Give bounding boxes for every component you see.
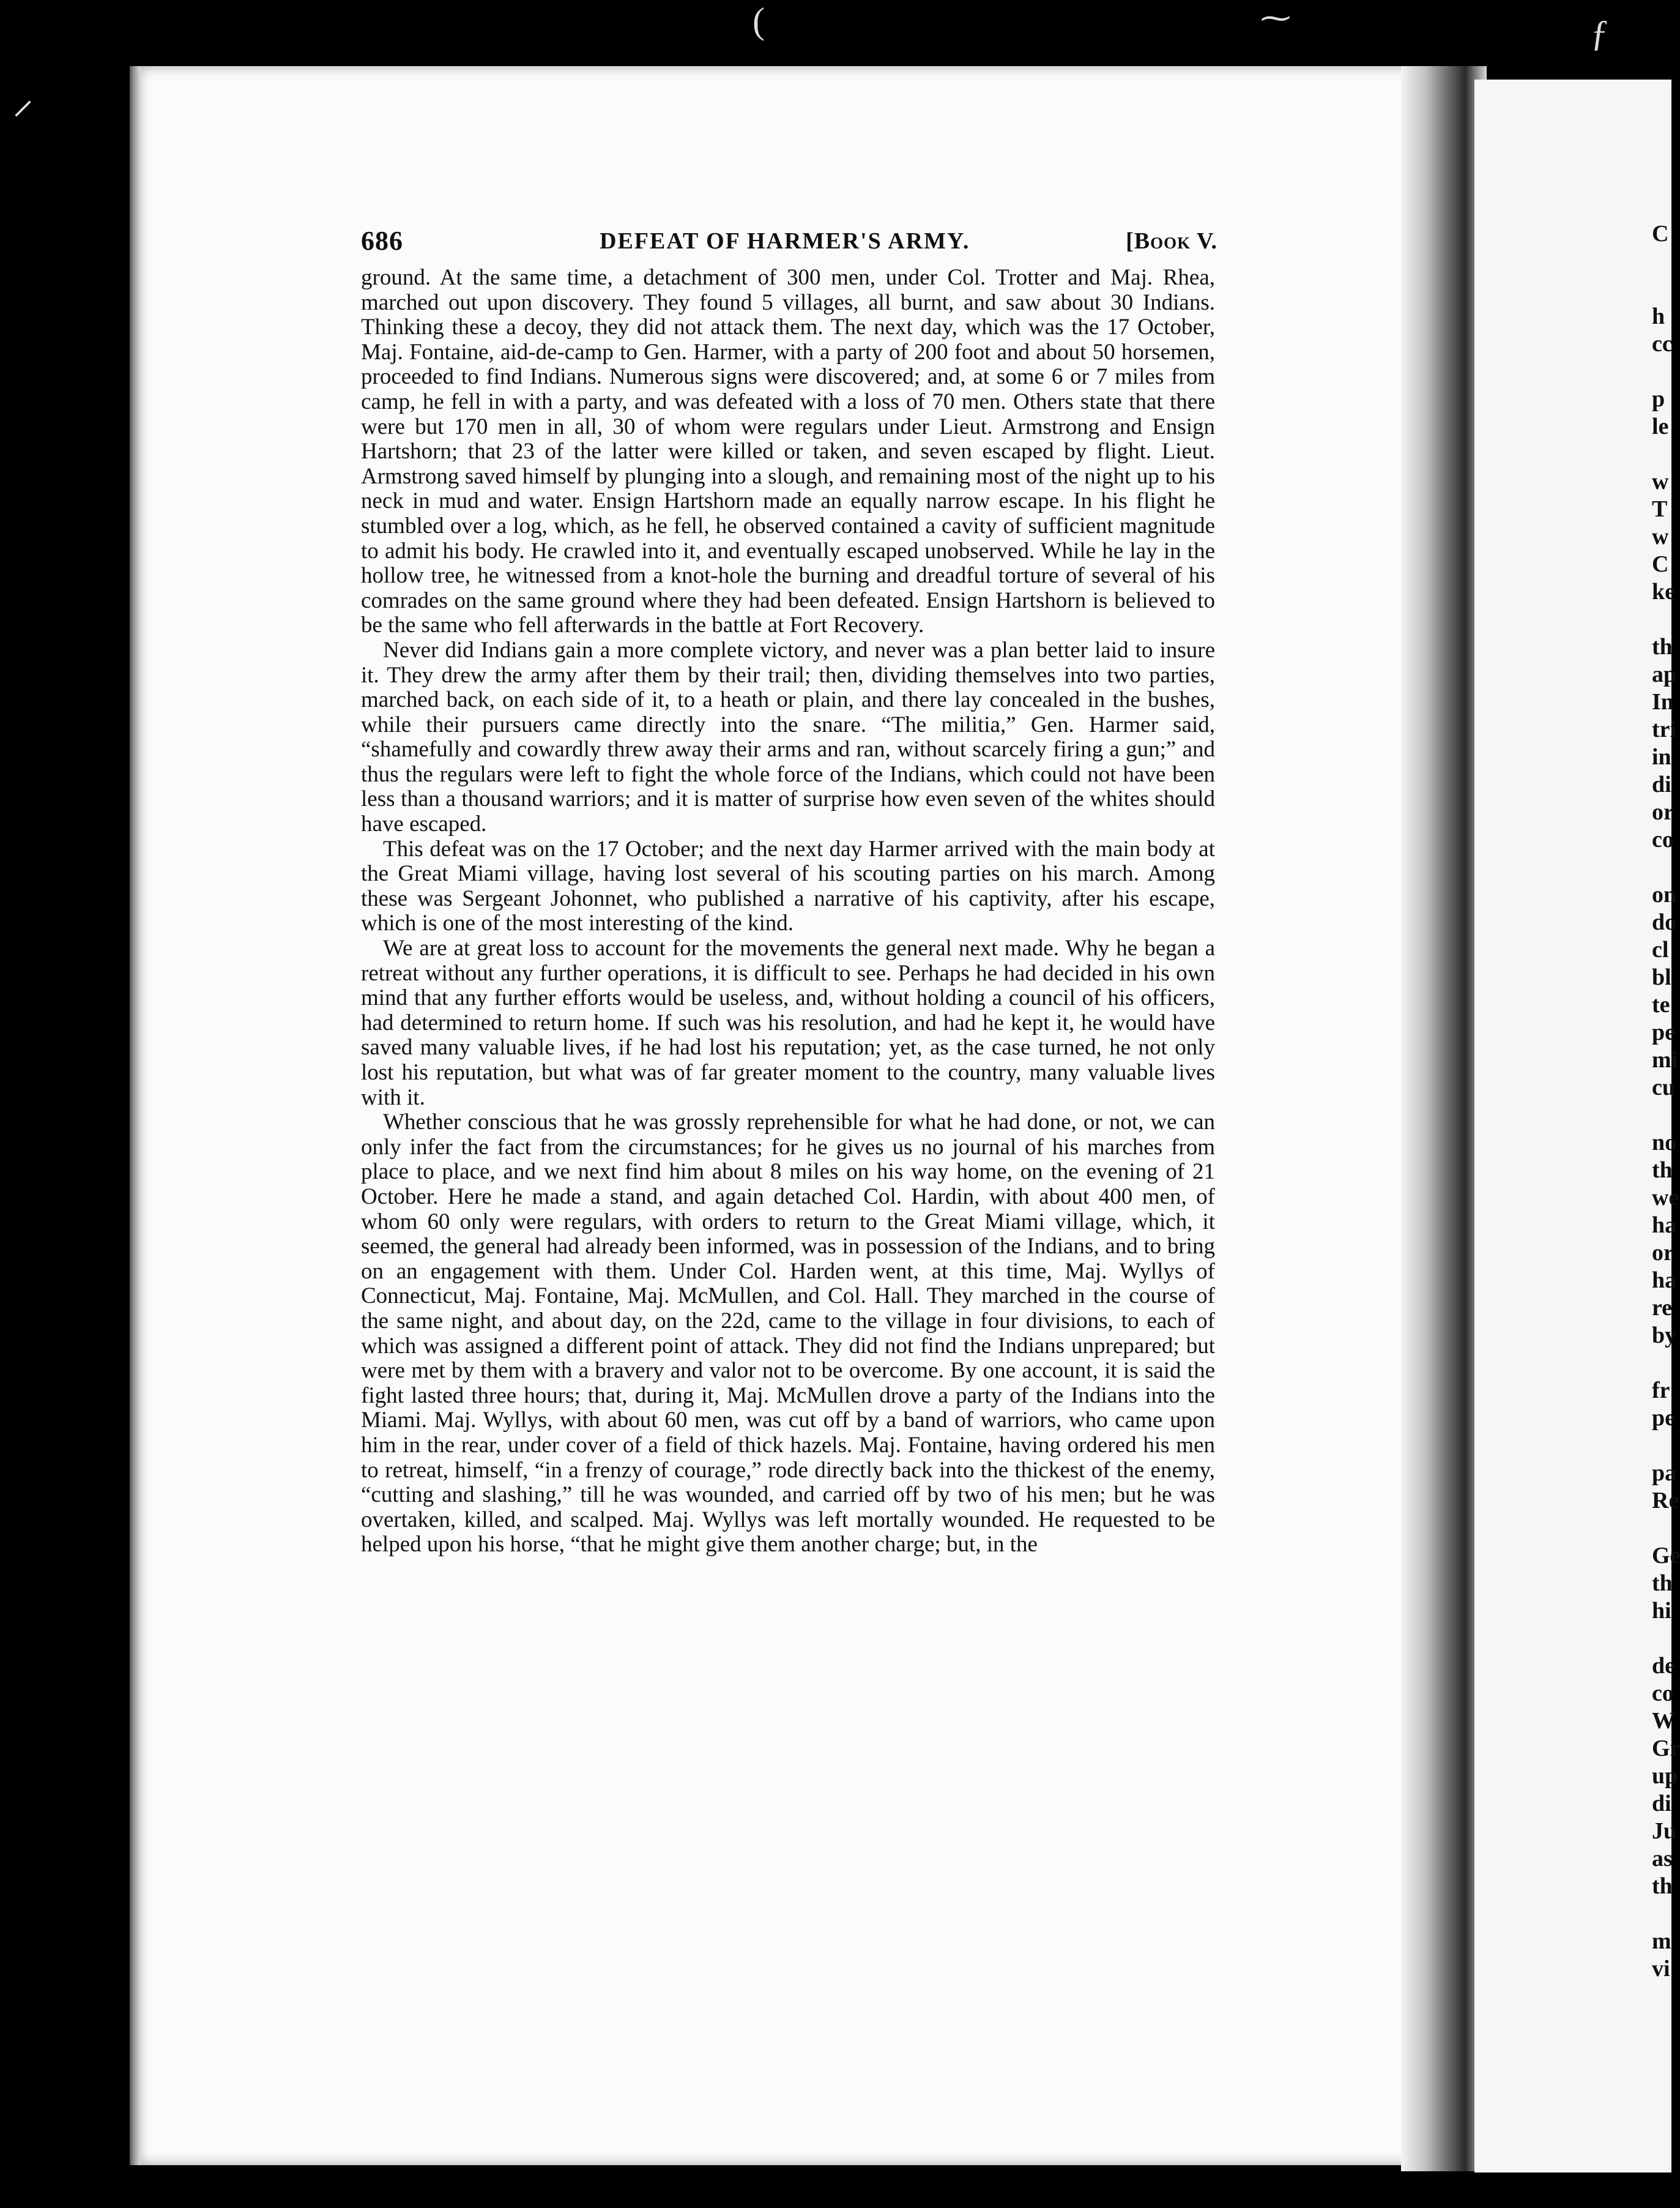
facing-page-text: C h cc p le w T w C ke th ap In tri in di or co on do cl bl te pe mi cu no th we ha or ha re by fr pe pa Re Ge th hi de co W Gr up di Ju as th m vi [1652, 221, 1680, 1982]
paragraph: Never did Indians gain a more complete victory, and never was a plan better laid to insure it. They drew the army after them by their trail; then, dividing themselves into two parties, marched back, on each side of it, to a heath or plain, and there lay concealed in the bushes, while their pursuers came directly into the snare. “The militia,” Gen. Harmer said, “shamefully and cowardly threw away their arms and ran, without scarcely firing a gun;” and thus the regulars were left to fight the whole force of the Indians, which could not have been less than a thousand warriors; and it is matter of surprise how even seven of the whites should have escaped. [361, 637, 1215, 837]
stray-mark: ( [753, 1, 765, 41]
stray-mark: ⸝ [12, 76, 34, 123]
body-text [361, 266, 1215, 1557]
paragraph: ground. At the same time, a detachment of 300 men, under Col. Trotter and Maj. Rhea, marched out upon discovery. They found 5 villages, all burnt, and saw about 30 Indians. Thinking these a decoy, they did not attack them. The next day, which was the 17 October, Maj. Fontaine, aid-de-camp to Gen. Harmer, with a party of 200 foot and about 50 horsemen, proceeded to find Indians. Numerous signs were discovered; and, at some 6 or 7 miles from camp, he fell in with a party, and was defeated with a loss of 70 men. Others state that there were but 170 men in all, 30 of whom were regulars under Lieut. Armstrong and Ensign Hartshorn; that 23 of the latter were killed or taken, and seven escaped by flight. Lieut. Armstrong saved himself by plunging into a slough, and remaining most of the night up to his neck in mud and water. Ensign Hartshorn made an equally narrow escape. In his flight he stumbled over a log, which, as he fell, he observed contained a cavity of sufficient magnitude to admit his body. He crawled into it, and eventually escaped unobserved. While he lay in the hollow tree, he witnessed from a knot-hole the burning and dreadful torture of several of his comrades on the same ground where they had been defeated. Ensign Hartshorn is believed to be the same who fell afterwards in the battle at Fort Recovery. [361, 265, 1215, 638]
facing-page [1474, 80, 1680, 2173]
paragraph: Whether conscious that he was grossly reprehensible for what he had done, or not, we can only infer the fact from the circumstances; for he gives us no journal of his marches from place to place, and we next find him about 8 miles on his way home, on the evening of 21 October. Here he made a stand, and again detached Col. Hardin, with about 400 men, of whom 60 only were regulars, with orders to return to the Great Miami village, which, it seemed, the general had already been informed, was in possession of the Indians, and to bring on an engagement with them. Under Col. Harden went, at this time, Maj. Wyllys of Connecticut, Maj. Fontaine, Maj. McMullen, and Col. Hall. They marched in the course of the same night, and about day, on the 22d, came to the village in four divisions, to each of which was assigned a different point of attack. They did not find the Indians unprepared; but were met by them with a bravery and valor not to be overcome. By one account, it is said the fight lasted three hours; that, during it, Maj. McMullen drove a party of the Indians into the Miami. Maj. Wyllys, with about 60 men, was cut off by a band of warriors, who came upon him in the rear, under cover of a field of thick hazels. Maj. Fontaine, having ordered his men to retreat, himself, “in a frenzy of courage,” rode directly back into the thickest of the enemy, “cutting and slashing,” till he was wounded, and carried off by two of his men; but he was overtaken, killed, and scalped. Maj. Wyllys was left mortally wounded. He requested to be helped upon his horse, “that he might give them another charge; but, in the [361, 1110, 1215, 1557]
stray-mark: ⁓ [1260, 1, 1291, 35]
page-number: 686 [361, 226, 403, 256]
paragraph: We are at great loss to account for the movements the general next made. Why he began a retreat without any further operations, it is difficult to see. Perhaps he had decided in his own mind that any further efforts would be useless, and, without holding a council of his officers, had determined to return home. If such was his resolution, and had he kept it, he would have saved many valuable lives, if he had lost his reputation; yet, as the case turned, he not only lost his reputation, but what was of far greater moment to the country, many valuable lives with it. [361, 936, 1215, 1110]
book-reference: [Book V. [1126, 228, 1217, 254]
book-gutter [1401, 66, 1487, 2171]
stray-mark: ƒ [1591, 13, 1609, 53]
page-edge [130, 66, 141, 2165]
page-header [361, 225, 1217, 262]
paragraph: This defeat was on the 17 October; and the next day Harmer arrived with the main body at the Great Miami village, having lost several of his scouting parties on his march. Among these was Sergeant Johonnet, who published a narrative of his captivity, after his escape, which is one of the most interesting of the kind. [361, 836, 1215, 936]
running-title: DEFEAT OF HARMER'S ARMY. [600, 228, 970, 254]
